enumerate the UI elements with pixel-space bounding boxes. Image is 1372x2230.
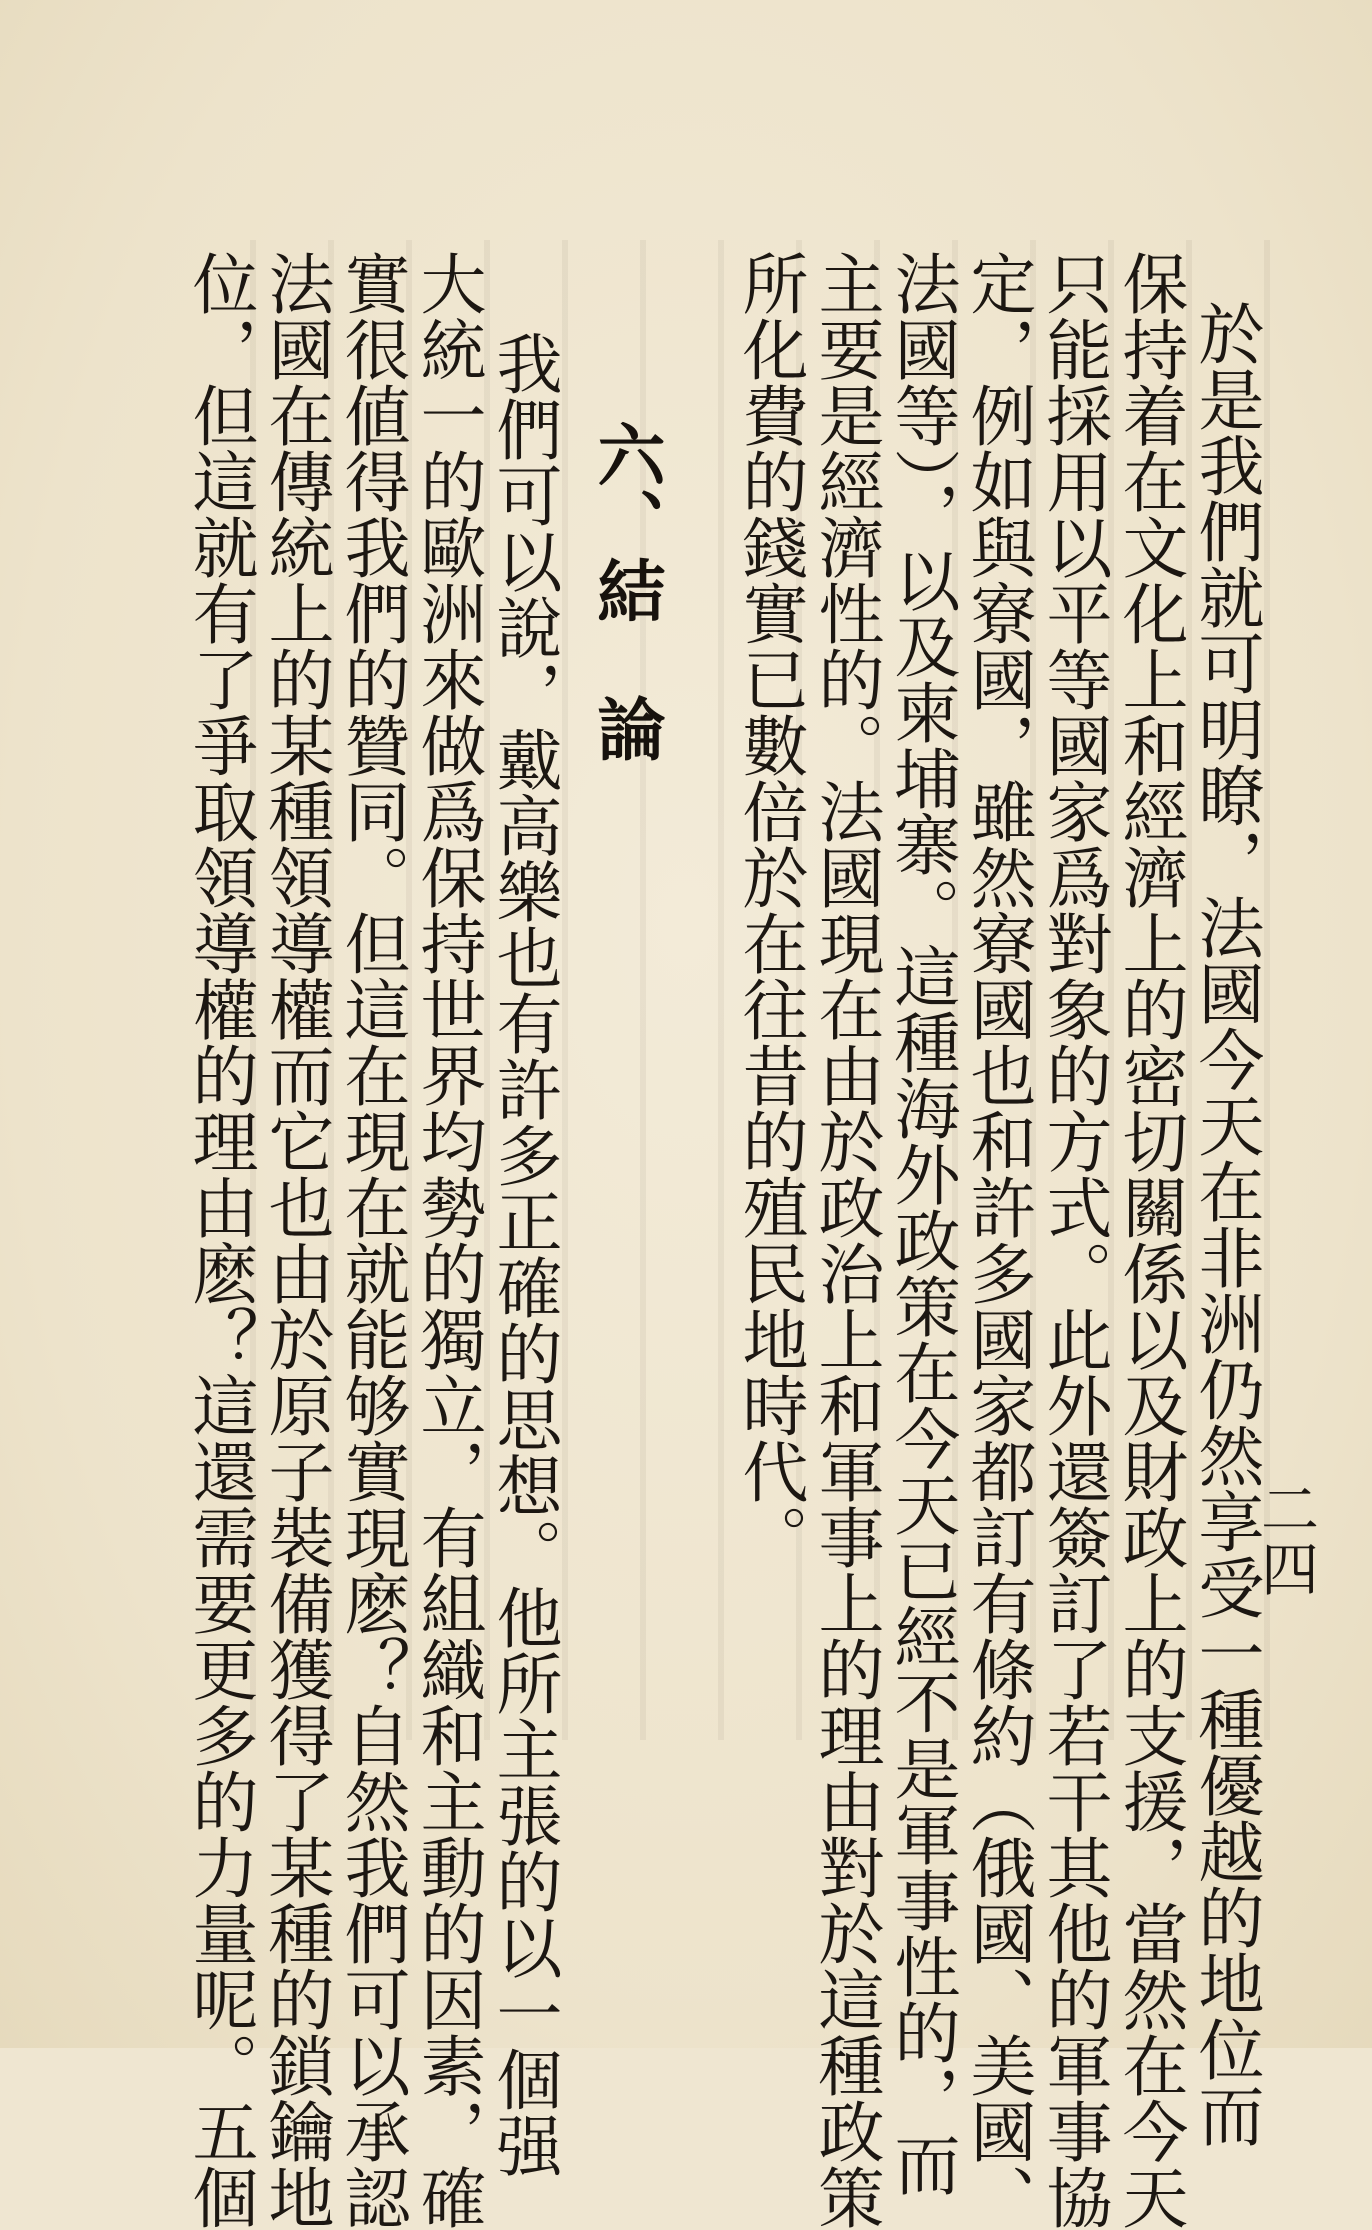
section-title-char-1: 結 bbox=[586, 556, 665, 624]
text-column-5: 法國等），以及柬埔寨。這種海外政策在今天已經不是軍事性的，而 bbox=[883, 250, 960, 2197]
section-number: 六、 bbox=[586, 420, 665, 556]
text-column-12: 位，但這就有了爭取領導權的理由麽？這還需要更多的力量呢。五個 bbox=[181, 250, 258, 2230]
page-number: 二四 bbox=[1260, 1476, 1319, 1604]
text-column-3: 只能採用以平等國家爲對象的方式。此外還簽訂了若干其他的軍事協 bbox=[1035, 250, 1112, 2230]
text-column-1: 於是我們就可明瞭，法國今天在非洲仍然享受一種優越的地位而 bbox=[1187, 300, 1264, 2148]
section-heading bbox=[575, 420, 665, 762]
text-column-4: 定，例如與寮國，雖然寮國也和許多國家都訂有條約（俄國、美國、 bbox=[959, 250, 1036, 2230]
section-title-char-2: 論 bbox=[586, 694, 665, 762]
text-column-6: 主要是經濟性的。法國現在由於政治上和軍事上的理由對於這種政策 bbox=[807, 250, 884, 2230]
text-column-2: 保持着在文化上和經濟上的密切關係以及財政上的支援，當然在今天 bbox=[1111, 250, 1188, 2230]
text-column-11: 法國在傳統上的某種領導權而它也由於原子裝備獲得了某種的鎖鑰地 bbox=[257, 250, 334, 2230]
text-column-9: 大統一的歐洲來做爲保持世界均勢的獨立，有組織和主動的因素，確 bbox=[409, 250, 486, 2230]
text-column-7: 所化費的錢實已數倍於在往昔的殖民地時代。 bbox=[731, 250, 808, 1570]
text-column-10: 實很値得我們的贊同。但這在現在就能够實現麽？自然我們可以承認 bbox=[333, 250, 410, 2230]
text-column-8: 我們可以說，戴高樂也有許多正確的思想。他所主張的以一個强 bbox=[485, 330, 562, 2178]
